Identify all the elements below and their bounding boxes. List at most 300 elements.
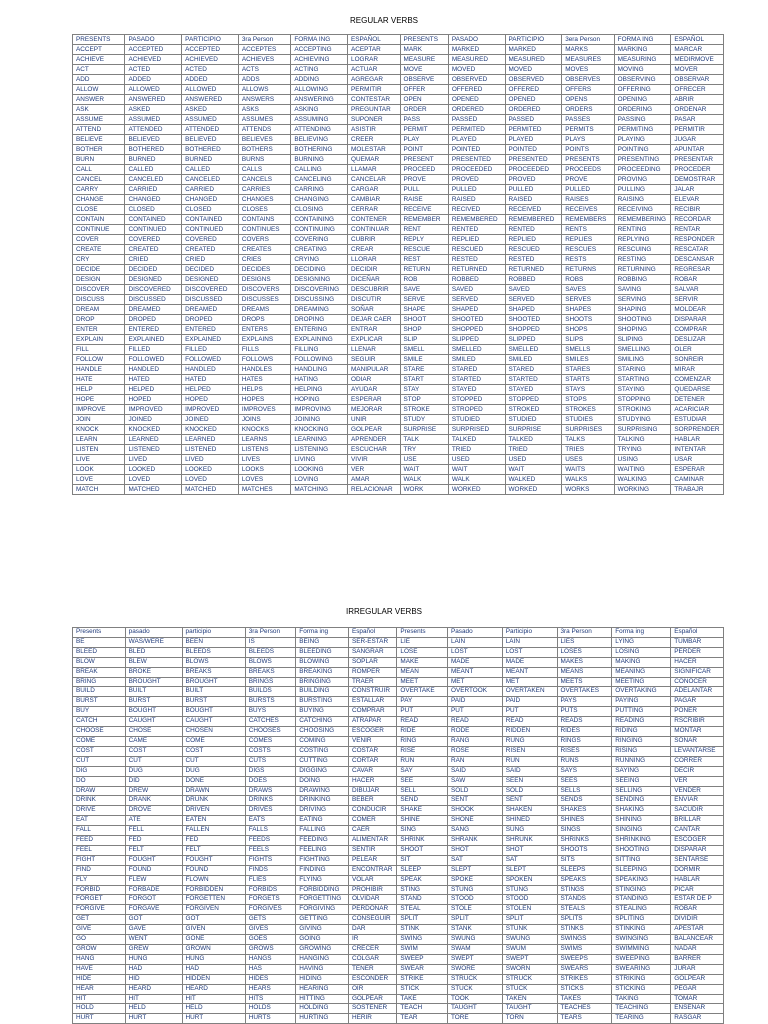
table-cell: OBSERVING (614, 75, 671, 85)
table-cell: BLOW (73, 657, 126, 667)
table-row (73, 305, 724, 315)
table-cell: GAVE (125, 925, 182, 935)
table-cell: COMENZAR (671, 375, 724, 385)
table-cell: WENT (125, 935, 182, 945)
table-cell: SENTIR (348, 845, 396, 855)
table-cell: ACHIEVING (291, 55, 348, 65)
table-cell: OBSERVES (562, 75, 614, 85)
table-cell: TENER (348, 964, 396, 974)
table-cell: ENSEÑAR (671, 1004, 724, 1014)
table-cell: IMPROVING (291, 405, 348, 415)
table-cell: SWEEP (397, 954, 448, 964)
column-header: 3ra Person (245, 628, 296, 638)
table-cell: ODIAR (348, 375, 400, 385)
table-cell: DREAM (73, 305, 125, 315)
table-cell: ASSUMING (291, 115, 348, 125)
table-cell: MEETS (557, 677, 612, 687)
table-cell: HIT (73, 994, 126, 1004)
column-header: PASADO (448, 35, 505, 45)
table-cell: MARKING (614, 45, 671, 55)
table-cell: CLOSE (73, 205, 125, 215)
table-cell: FORGOT (125, 895, 182, 905)
table-cell: STINGING (612, 885, 671, 895)
table-cell: MOVED (448, 65, 505, 75)
table-cell: BELIEVING (291, 135, 348, 145)
table-cell: ADD (73, 75, 125, 85)
table-cell: FELT (125, 845, 182, 855)
table-cell: BLEEDS (245, 647, 296, 657)
table-cell: COVERED (125, 235, 182, 245)
table-row (73, 315, 724, 325)
table-cell: MATCH (73, 485, 125, 495)
table-cell: FALL (73, 826, 126, 836)
table-cell: WAITING (614, 465, 671, 475)
table-cell: DRIVES (245, 806, 296, 816)
table-cell: HEAR (73, 984, 126, 994)
table-cell: FILLED (182, 345, 239, 355)
table-cell: ANSWERING (291, 95, 348, 105)
table-row (73, 235, 724, 245)
table-row (73, 135, 724, 145)
table-cell: ALLOWS (238, 85, 290, 95)
table-cell: ACT (73, 65, 125, 75)
table-cell: RENT (400, 225, 448, 235)
column-header: 3ra Person (238, 35, 290, 45)
table-cell: PEGAR (671, 984, 724, 994)
table-cell: ACTS (238, 65, 290, 75)
table-cell: PULLED (505, 185, 562, 195)
table-cell: STICKS (557, 984, 612, 994)
table-cell: SAYS (557, 766, 612, 776)
table-cell: HOPES (238, 395, 290, 405)
table-cell: SMELLED (505, 345, 562, 355)
table-cell: MET (447, 677, 502, 687)
table-cell: SINGING (612, 826, 671, 836)
table-cell: RIDDEN (502, 727, 557, 737)
table-cell: FORGETTING (296, 895, 349, 905)
table-cell: LEVANTARSE (671, 746, 724, 756)
table-row (73, 776, 724, 786)
table-row (73, 155, 724, 165)
column-header: ESPAÑOL (671, 35, 724, 45)
table-cell: DECIDE (73, 265, 125, 275)
table-cell: TRIED (448, 445, 505, 455)
table-cell: COSTS (245, 746, 296, 756)
table-cell: LOOK (73, 465, 125, 475)
table-cell: FIND (73, 865, 126, 875)
table-cell: TALKS (562, 435, 614, 445)
table-cell: LOSING (612, 647, 671, 657)
table-cell: CHOOSES (245, 727, 296, 737)
table-cell: CAUGHT (182, 717, 245, 727)
table-cell: SELL (397, 786, 448, 796)
table-cell: PUT (397, 707, 448, 717)
table-cell: SENTARSE (671, 855, 724, 865)
table-cell: ASKED (182, 105, 239, 115)
table-cell: DROPED (182, 315, 239, 325)
table-cell: STEALS (557, 905, 612, 915)
table-cell: BOUGHT (125, 707, 182, 717)
table-cell: STOPPED (448, 395, 505, 405)
table-cell: RAISED (505, 195, 562, 205)
table-cell: RECEIVING (614, 205, 671, 215)
table-cell: GREW (125, 945, 182, 955)
column-header: PARTICIPIO (182, 35, 239, 45)
table-cell: LOSES (557, 647, 612, 657)
table-cell: STROPED (448, 405, 505, 415)
table-cell: CANCELAR (348, 175, 400, 185)
table-cell: STARTS (562, 375, 614, 385)
table-cell: RIDES (557, 727, 612, 737)
table-cell: TEARING (612, 1014, 671, 1024)
table-cell: SMELLS (562, 345, 614, 355)
table-cell: LOGRAR (348, 55, 400, 65)
table-cell: TRIED (505, 445, 562, 455)
table-cell: SURPRISE (505, 425, 562, 435)
table-cell: PROCEDER (671, 165, 724, 175)
table-cell: TEARS (557, 1014, 612, 1024)
table-cell: DRAW (73, 786, 126, 796)
table-cell: LOOKED (182, 465, 239, 475)
table-cell: RESTS (562, 255, 614, 265)
table-cell: SERVIR (671, 295, 724, 305)
table-cell: STANDS (557, 895, 612, 905)
table-cell: BLEEDS (182, 647, 245, 657)
table-cell: RENTED (448, 225, 505, 235)
table-cell: KNOCKS (238, 425, 290, 435)
table-cell: FELT (182, 845, 245, 855)
table-cell: OPENS (562, 95, 614, 105)
table-row (73, 736, 724, 746)
table-cell: ADELANTAR (671, 687, 724, 697)
table-cell: STOLE (447, 905, 502, 915)
table-row (73, 786, 724, 796)
table-cell: BRILLAR (671, 816, 724, 826)
table-cell: ROSE (447, 746, 502, 756)
table-cell: HANGS (245, 954, 296, 964)
table-cell: RECIVED (448, 205, 505, 215)
table-cell: SERVED (505, 295, 562, 305)
table-cell: SOLD (502, 786, 557, 796)
table-cell: HURTS (245, 1014, 296, 1024)
table-cell: SWINGS (557, 935, 612, 945)
table-cell: LOVED (125, 475, 182, 485)
table-cell: ESTUDIAR (671, 415, 724, 425)
table-cell: HITTING (296, 994, 349, 1004)
table-cell: SHINE (397, 816, 448, 826)
table-row (73, 85, 724, 95)
table-cell: SHRINK (397, 836, 448, 846)
table-row (73, 905, 724, 915)
table-row (73, 95, 724, 105)
table-cell: OBSERVE (400, 75, 448, 85)
table-row (73, 806, 724, 816)
table-cell: DRINKS (245, 796, 296, 806)
table-cell: CUT (73, 756, 126, 766)
table-cell: FORGAVE (125, 905, 182, 915)
column-header: FORMA ING (291, 35, 348, 45)
table-cell: CANCELS (238, 175, 290, 185)
table-cell: DECIDES (238, 265, 290, 275)
table-cell: FLEW (125, 875, 182, 885)
table-cell: RUNS (557, 756, 612, 766)
table-cell: SHOOTS (562, 315, 614, 325)
column-header: Presents (397, 628, 448, 638)
table-cell: RISEN (502, 746, 557, 756)
table-cell: SLEPT (447, 865, 502, 875)
table-cell: ACTED (125, 65, 182, 75)
table-cell: HERIR (348, 1014, 396, 1024)
table-cell: ROBBED (448, 275, 505, 285)
table-cell: READING (612, 717, 671, 727)
table-cell: SPOKEN (502, 875, 557, 885)
table-cell: CALLING (291, 165, 348, 175)
table-cell: STARTING (614, 375, 671, 385)
table-cell: MARKED (505, 45, 562, 55)
table-cell: STANK (447, 925, 502, 935)
table-cell: CHANGED (182, 195, 239, 205)
table-cell: STARED (505, 365, 562, 375)
table-cell: SMILING (614, 355, 671, 365)
table-cell: PULLING (614, 185, 671, 195)
table-cell: COVERED (182, 235, 239, 245)
table-cell: CREATE (73, 245, 125, 255)
table-cell: ROMPER (348, 667, 396, 677)
table-cell: TRYING (614, 445, 671, 455)
table-cell: STAYED (448, 385, 505, 395)
table-row (73, 395, 724, 405)
table-cell: SPEAK (397, 875, 448, 885)
table-cell: LOVED (182, 475, 239, 485)
table-cell: CHANGE (73, 195, 125, 205)
table-cell: FILL (73, 345, 125, 355)
table-cell: BOTHER (73, 145, 125, 155)
table-cell: SINGS (557, 826, 612, 836)
column-header: 3era Person (562, 35, 614, 45)
table-cell: DISCUSSED (182, 295, 239, 305)
table-cell: SURPRISE (400, 425, 448, 435)
table-cell: SPEAKING (612, 875, 671, 885)
table-cell: STUCK (502, 984, 557, 994)
table-cell: SLIPS (562, 335, 614, 345)
table-cell: RESCUED (448, 245, 505, 255)
table-row (73, 465, 724, 475)
table-cell: DISCOVERED (182, 285, 239, 295)
table-row (73, 954, 724, 964)
table-cell: ANSWER (73, 95, 125, 105)
table-cell: APUNTAR (671, 145, 724, 155)
table-cell: FLY (73, 875, 126, 885)
table-cell: FORGIVING (296, 905, 349, 915)
table-cell: CUT (182, 756, 245, 766)
table-cell: HELPS (238, 385, 290, 395)
table-cell: BUILT (125, 687, 182, 697)
table-cell: AMAR (348, 475, 400, 485)
table-cell: GROWS (245, 945, 296, 955)
table-cell: ENTER (73, 325, 125, 335)
table-cell: EXPLAINS (238, 335, 290, 345)
table-cell: DEMOSTRAR (671, 175, 724, 185)
table-cell: MARKS (562, 45, 614, 55)
column-header: pasado (125, 628, 182, 638)
table-cell: DIG (73, 766, 126, 776)
table-cell: REPLIES (562, 235, 614, 245)
table-cell: OFFERS (562, 85, 614, 95)
table-cell: CONTAIN (73, 215, 125, 225)
table-cell: PLAYING (614, 135, 671, 145)
table-cell: COMPRAR (671, 325, 724, 335)
table-cell: ESTAR DE P (671, 895, 724, 905)
table-cell: STROKE (400, 405, 448, 415)
table-cell: SWEPT (447, 954, 502, 964)
table-cell: USED (448, 455, 505, 465)
table-cell: FIGHTING (296, 855, 349, 865)
table-cell: OBSERVAR (671, 75, 724, 85)
table-cell: HAVE (73, 964, 126, 974)
table-cell: BURST (182, 697, 245, 707)
table-cell: CUTS (245, 756, 296, 766)
table-cell: SURPRISED (448, 425, 505, 435)
table-cell: BUILT (182, 687, 245, 697)
table-cell: SWAM (447, 945, 502, 955)
table-cell: FOLLOWS (238, 355, 290, 365)
table-cell: SMELLING (614, 345, 671, 355)
table-cell: DREAMS (238, 305, 290, 315)
table-cell: FALLS (245, 826, 296, 836)
table-cell: DESCUBRIR (348, 285, 400, 295)
table-cell: HANDLE (73, 365, 125, 375)
table-cell: LEARNING (291, 435, 348, 445)
table-cell: PULL (400, 185, 448, 195)
table-cell: WAS/WERE (125, 637, 182, 647)
table-cell: FELL (125, 826, 182, 836)
table-cell: PASSES (562, 115, 614, 125)
table-cell: SOPLAR (348, 657, 396, 667)
table-cell: TALKED (505, 435, 562, 445)
table-cell: HAVING (296, 964, 349, 974)
table-cell: SHOT (447, 845, 502, 855)
table-cell: SWIMMING (612, 945, 671, 955)
table-cell: TALKED (448, 435, 505, 445)
table-cell: FOLLOWED (125, 355, 182, 365)
table-cell: MOLESTAR (348, 145, 400, 155)
table-cell: ORDERING (614, 105, 671, 115)
table-cell: PASS (400, 115, 448, 125)
table-cell: ENTRAR (348, 325, 400, 335)
table-cell: CANTAR (671, 826, 724, 836)
table-cell: MADE (447, 657, 502, 667)
table-cell: ESCONDER (348, 974, 396, 984)
table-cell: CREER (348, 135, 400, 145)
table-cell: LOOKING (291, 465, 348, 475)
table-cell: COSTAR (348, 746, 396, 756)
table-cell: SHRANK (447, 836, 502, 846)
table-cell: DONE (182, 776, 245, 786)
table-cell: OVERTAKEN (502, 687, 557, 697)
table-cell: TOOK (447, 994, 502, 1004)
table-row (73, 175, 724, 185)
table-cell: BURNED (182, 155, 239, 165)
table-cell: LYING (612, 637, 671, 647)
table-row (73, 994, 724, 1004)
table-cell: RIDING (612, 727, 671, 737)
table-cell: CRY (73, 255, 125, 265)
table-cell: SHOT (502, 845, 557, 855)
table-row (73, 875, 724, 885)
table-cell: STEALING (612, 905, 671, 915)
table-cell: WAIT (505, 465, 562, 475)
table-cell: CONTAINING (291, 215, 348, 225)
table-cell: RENTED (505, 225, 562, 235)
table-cell: SHINING (612, 816, 671, 826)
table-cell: FORGETS (245, 895, 296, 905)
table-cell: REMEMBERING (614, 215, 671, 225)
table-cell: CONTINUE (73, 225, 125, 235)
table-cell: STUDYING (614, 415, 671, 425)
table-cell: ASKED (125, 105, 182, 115)
table-cell: SMELLED (448, 345, 505, 355)
table-row (73, 105, 724, 115)
table-row (73, 796, 724, 806)
table-cell: HELPING (291, 385, 348, 395)
table-cell: SWUM (502, 945, 557, 955)
table-cell: GIVEN (182, 925, 245, 935)
table-cell: HATING (291, 375, 348, 385)
table-cell: FED (125, 836, 182, 846)
table-row (73, 445, 724, 455)
table-cell: SAT (502, 855, 557, 865)
table-cell: MEET (397, 677, 448, 687)
table-cell: GIVE (73, 925, 126, 935)
table-cell: FORGET (73, 895, 126, 905)
table-cell: DORMIR (671, 865, 724, 875)
table-cell: PERMITIR (348, 85, 400, 95)
table-row (73, 816, 724, 826)
table-cell: DIVIDIR (671, 915, 724, 925)
table-cell: PASAR (671, 115, 724, 125)
table-cell: RECIBIR (671, 205, 724, 215)
table-cell: FEELS (245, 845, 296, 855)
table-cell: KNOCKED (125, 425, 182, 435)
table-cell: CREATED (182, 245, 239, 255)
table-cell: SENDS (557, 796, 612, 806)
table-cell: USAR (671, 455, 724, 465)
regular-verbs-table (72, 34, 724, 495)
header-row (73, 35, 724, 45)
table-cell: SHOOTED (448, 315, 505, 325)
table-cell: RESTED (505, 255, 562, 265)
table-cell: COMING (296, 736, 349, 746)
table-cell: LLAMAR (348, 165, 400, 175)
table-cell: DUG (182, 766, 245, 776)
table-cell: ATTEND (73, 125, 125, 135)
table-cell: RANG (447, 736, 502, 746)
table-cell: STUDIES (562, 415, 614, 425)
table-cell: CARRIED (182, 185, 239, 195)
table-row (73, 925, 724, 935)
table-cell: TRAER (348, 677, 396, 687)
table-cell: SHAPING (614, 305, 671, 315)
table-cell: HIDE (73, 974, 126, 984)
table-row (73, 195, 724, 205)
table-cell: OLVIDAR (348, 895, 396, 905)
table-cell: QUEMAR (348, 155, 400, 165)
table-cell: DRUNK (182, 796, 245, 806)
table-cell: ESCOGER (671, 836, 724, 846)
table-row (73, 455, 724, 465)
table-cell: SWEARING (612, 964, 671, 974)
table-cell: CAMBIAR (348, 195, 400, 205)
